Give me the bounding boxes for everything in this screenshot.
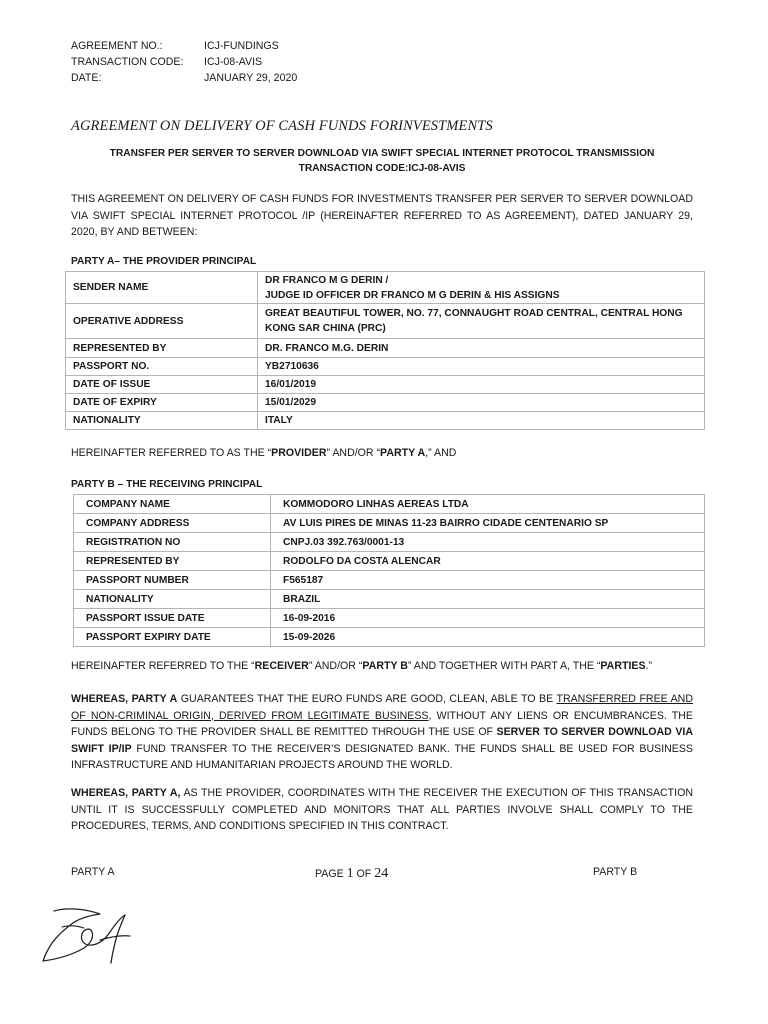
table-row — [66, 376, 705, 394]
page-total: 24 — [374, 866, 389, 881]
hereinafter-text: ” AND TOGETHER WITH PART A, THE “ — [407, 660, 601, 672]
table-row — [74, 628, 705, 647]
transaction-code-row — [71, 54, 297, 70]
agreement-no-label: AGREEMENT NO.: — [71, 40, 163, 52]
table-value-cell: F565187 — [271, 571, 705, 590]
hereinafter-text: ,” AND — [425, 447, 457, 459]
transaction-code-label: TRANSACTION CODE: — [71, 56, 184, 68]
table-row — [74, 571, 705, 590]
table-value-cell: 15/01/2029 — [258, 394, 705, 412]
table-row — [66, 304, 705, 339]
cell-line: KONG SAR CHINA (PRC) — [265, 323, 386, 334]
table-value-cell — [258, 304, 705, 339]
receiver-term: RECEIVER — [254, 660, 309, 672]
party-b-hereinafter — [71, 658, 693, 675]
table-row — [66, 272, 705, 304]
party-a-hereinafter — [71, 445, 693, 462]
page-prefix: PAGE — [315, 868, 347, 880]
table-key-cell: PASSPORT EXPIRY DATE — [74, 628, 271, 647]
agreement-no-value: ICJ-FUNDINGS — [204, 40, 279, 52]
table-key-cell: PASSPORT ISSUE DATE — [74, 609, 271, 628]
table-row — [74, 495, 705, 514]
table-value-cell: ITALY — [258, 412, 705, 430]
footer-party-b: PARTY B — [593, 866, 638, 878]
table-row — [74, 533, 705, 552]
date-value: JANUARY 29, 2020 — [204, 72, 298, 84]
table-value-cell — [258, 272, 705, 304]
whereas-lead: WHEREAS, PARTY A, — [71, 787, 181, 799]
signature-stroke — [43, 909, 125, 963]
party-b-heading: PARTY B – THE RECEIVING PRINCIPAL — [71, 479, 263, 490]
table-row — [74, 514, 705, 533]
table-value-cell: YB2710636 — [258, 358, 705, 376]
agreement-no-row — [71, 38, 297, 54]
handwritten-signature — [40, 905, 140, 970]
document-meta — [71, 38, 297, 86]
underlined-clause: TRANSFERRED FREE AND OF NON-CRIMINAL ORIGIN, DERIVED FROM LEGITIMATE BUSINESS, — [71, 693, 693, 722]
clause-text: GUARANTEES THAT THE EURO FUNDS ARE GOOD, CLEAN, ABLE TO BE — [177, 693, 557, 705]
footer-party-a: PARTY A — [71, 866, 115, 878]
table-key-cell: PASSPORT NUMBER — [74, 571, 271, 590]
table-row — [66, 358, 705, 376]
signature-stroke — [62, 926, 84, 928]
party-a-table — [65, 271, 705, 430]
intro-paragraph: THIS AGREEMENT ON DELIVERY OF CASH FUNDS FOR INVESTMENTS TRANSFER PER SERVER TO SERVER DOWNLOAD VIA SWIFT SPECIAL INTERNET PROTOCOL /IP (HEREINAFTER REFERRED TO AS AGREEMENT), DATED JANUARY 29, 2020, BY AND BETWEEN: — [71, 193, 693, 238]
clause-text: AS THE PROVIDER, COORDINATES WITH THE RECEIVER THE EXECUTION OF THIS TRANSACTION UNTIL IT IS SUCCESSFULLY COMPLETED AND MONITORS THAT ALL PARTIES INVOLVE SHALL COMPLY TO THE PROCEDURES, TERMS, AND CONDITIONS SPECIFIED IN THIS CONTRACT. — [71, 787, 693, 832]
table-row — [66, 339, 705, 358]
party-b-table — [73, 494, 705, 647]
table-key-cell: DATE OF EXPIRY — [66, 394, 258, 412]
party-a-term: PARTY A — [380, 447, 426, 459]
table-row — [74, 552, 705, 571]
party-b-term: PARTY B — [362, 660, 408, 672]
table-value-cell: 16/01/2019 — [258, 376, 705, 394]
transaction-code-value: ICJ-08-AVIS — [204, 56, 263, 68]
table-value-cell: RODOLFO DA COSTA ALENCAR — [271, 552, 705, 571]
table-key-cell: REPRESENTED BY — [66, 339, 258, 358]
whereas-clause-1 — [71, 691, 693, 774]
table-value-cell: 15-09-2026 — [271, 628, 705, 647]
hereinafter-text: .” — [645, 660, 653, 672]
clause-text: WITHOUT ANY LIENS OR ENCUMBRANCES. THE FUNDS BELONG TO THE PROVIDER SHALL BE REMITTED THROUGH THE USE OF — [71, 709, 693, 738]
date-label: DATE: — [71, 72, 102, 84]
parties-term: PARTIES — [600, 660, 646, 672]
table-value-cell: KOMMODORO LINHAS AEREAS LTDA — [271, 495, 705, 514]
subtitle-line-1: TRANSFER PER SERVER TO SERVER DOWNLOAD VIA SWIFT SPECIAL INTERNET PROTOCOL TRANSMISSION — [109, 148, 655, 159]
provider-term: PROVIDER — [271, 447, 327, 459]
cell-line: DR FRANCO M G DERIN / — [265, 274, 389, 286]
table-row — [66, 412, 705, 430]
document-title: AGREEMENT ON DELIVERY OF CASH FUNDS FORINVESTMENTS — [71, 118, 493, 134]
table-key-cell: PASSPORT NO. — [66, 358, 258, 376]
table-key-cell: OPERATIVE ADDRESS — [66, 304, 258, 339]
table-key-cell: NATIONALITY — [74, 590, 271, 609]
page-current: 1 — [346, 866, 354, 881]
whereas-clause-2 — [71, 785, 693, 835]
document-subtitle — [71, 146, 693, 176]
transfer-method: SERVER TO SERVER DOWNLOAD VIA SWIFT IP/IP — [71, 726, 693, 755]
cell-line: GREAT BEAUTIFUL TOWER, NO. 77, CONNAUGHT ROAD CENTRAL, CENTRAL HONG — [265, 308, 683, 319]
table-row — [74, 590, 705, 609]
table-key-cell: COMPANY NAME — [74, 495, 271, 514]
table-value-cell: 16-09-2016 — [271, 609, 705, 628]
table-row — [74, 609, 705, 628]
party-a-heading: PARTY A– THE PROVIDER PRINCIPAL — [71, 256, 257, 267]
table-key-cell: DATE OF ISSUE — [66, 376, 258, 394]
table-key-cell: REPRESENTED BY — [74, 552, 271, 571]
table-value-cell: DR. FRANCO M.G. DERIN — [258, 339, 705, 358]
subtitle-line-2: TRANSACTION CODE:ICJ-08-AVIS — [298, 163, 466, 174]
hereinafter-text: HEREINAFTER REFERRED TO AS THE “ — [71, 447, 272, 459]
whereas-lead: WHEREAS, PARTY A — [71, 693, 178, 705]
hereinafter-text: HEREINAFTER REFERRED TO THE “ — [71, 660, 255, 672]
hereinafter-text: ” AND/OR “ — [326, 447, 381, 459]
table-key-cell: REGISTRATION NO — [74, 533, 271, 552]
table-key-cell: SENDER NAME — [66, 272, 258, 304]
table-value-cell: AV LUIS PIRES DE MINAS 11-23 BAIRRO CIDADE CENTENARIO SP — [271, 514, 705, 533]
table-row — [66, 394, 705, 412]
page-of: OF — [353, 868, 375, 880]
table-key-cell: COMPANY ADDRESS — [74, 514, 271, 533]
table-value-cell: CNPJ.03 392.763/0001-13 — [271, 533, 705, 552]
date-row — [71, 70, 297, 86]
table-key-cell: NATIONALITY — [66, 412, 258, 430]
hereinafter-text: ” AND/OR “ — [308, 660, 363, 672]
cell-line: JUDGE ID OFFICER DR FRANCO M G DERIN & HIS ASSIGNS — [265, 289, 560, 301]
page-number — [315, 866, 388, 882]
table-value-cell: BRAZIL — [271, 590, 705, 609]
clause-text: FUND TRANSFER TO THE RECEIVER’S DESIGNATED BANK. THE FUNDS SHALL BE USED FOR BUSINESS INFRASTRUCTURE AND HUMANITARIAN PROJECTS AROUND THE WORLD. — [71, 742, 693, 771]
